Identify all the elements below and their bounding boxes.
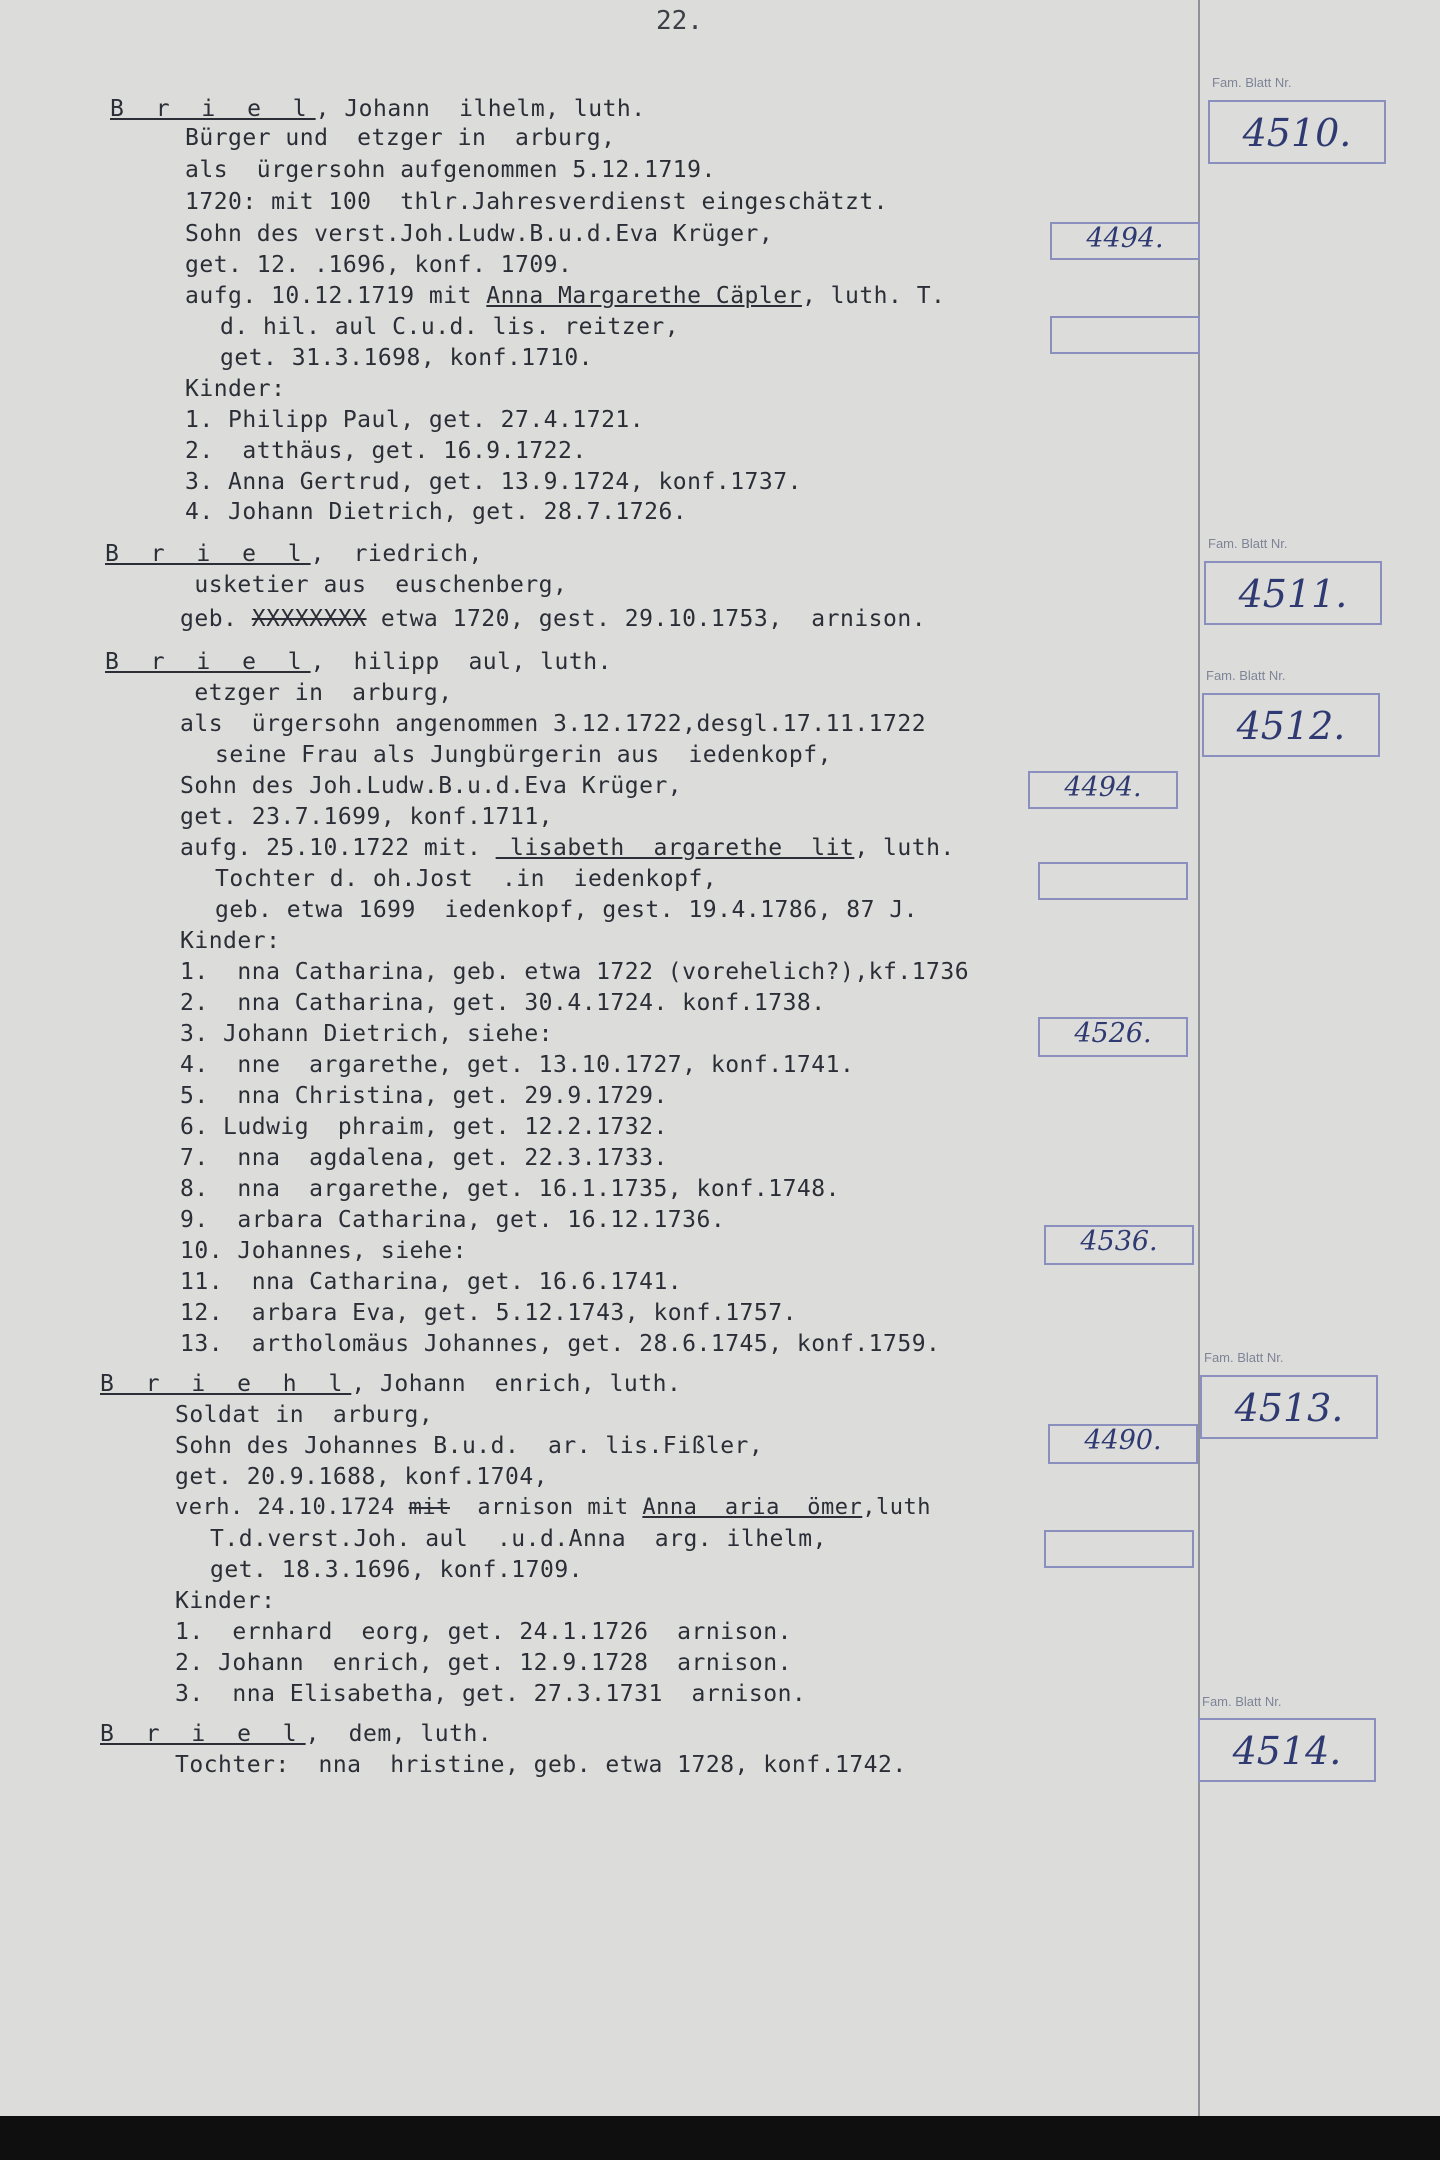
struck-text: XXXXXXXX	[251, 606, 367, 632]
fam-blatt-label: Fam. Blatt Nr.	[1206, 668, 1286, 683]
entry-line: aufg. 10.12.1719 mit Anna Margarethe Cäpler, luth. T.	[185, 283, 946, 309]
struck-text: mit	[408, 1495, 450, 1520]
fam-blatt-box: 4513.	[1200, 1375, 1378, 1439]
entry-line: Kinder:	[175, 1588, 276, 1614]
child-line: 7. nna agdalena, get. 22.3.1733.	[180, 1145, 668, 1171]
entry-line: Soldat in arburg,	[175, 1402, 434, 1428]
heading-text: , Johann ilhelm, luth.	[315, 96, 646, 122]
fam-blatt-label: Fam. Blatt Nr.	[1208, 536, 1288, 551]
reference-box: 4536.	[1044, 1225, 1194, 1265]
child-line: 1. nna Catharina, geb. etwa 1722 (vorehelich?),kf.1736	[180, 959, 970, 985]
fam-blatt-label: Fam. Blatt Nr.	[1204, 1350, 1284, 1365]
entry-heading: B r i e l, dem, luth.	[100, 1721, 493, 1747]
entry-line: get. 12. .1696, konf. 1709.	[185, 252, 573, 278]
reference-box: 4494.	[1050, 222, 1200, 260]
fam-blatt-box: 4510.	[1208, 100, 1386, 164]
entry-line: geb. etwa 1699 iedenkopf, gest. 19.4.1786, 87 J.	[215, 897, 919, 923]
entry-line: Sohn des verst.Joh.Ludw.B.u.d.Eva Krüger,	[185, 221, 774, 247]
child-line: 3. Anna Gertrud, get. 13.9.1724, konf.1737.	[185, 469, 802, 495]
child-line: 4. Johann Dietrich, get. 28.7.1726.	[185, 499, 688, 525]
surname: B r i e l	[105, 541, 311, 567]
entry-line: Tochter d. oh.Jost .in iedenkopf,	[215, 866, 718, 892]
reference-box	[1038, 862, 1188, 900]
fam-blatt-label: Fam. Blatt Nr.	[1202, 1694, 1282, 1709]
entry-line: Kinder:	[185, 376, 286, 402]
child-line: 10. Johannes, siehe:	[180, 1238, 467, 1264]
fam-blatt-box: 4514.	[1198, 1718, 1376, 1782]
fam-blatt-box: 4512.	[1202, 693, 1380, 757]
reference-box: 4490.	[1048, 1424, 1198, 1464]
entry-line: get. 18.3.1696, konf.1709.	[210, 1557, 584, 1583]
child-line: 1. ernhard eorg, get. 24.1.1726 arnison.	[175, 1619, 792, 1645]
surname: B r i e l	[110, 96, 316, 122]
entry-line: get. 23.7.1699, konf.1711,	[180, 804, 554, 830]
entry-line: get. 20.9.1688, konf.1704,	[175, 1464, 549, 1490]
page-number: 22.	[656, 6, 703, 36]
reference-box: 4494.	[1028, 771, 1178, 809]
child-line: 3. nna Elisabetha, get. 27.3.1731 arnison.	[175, 1681, 807, 1707]
reference-box: 4526.	[1038, 1017, 1188, 1057]
entry-line: d. hil. aul C.u.d. lis. reitzer,	[220, 314, 680, 340]
child-line: 4. nne argarethe, get. 13.10.1727, konf.1741.	[180, 1052, 855, 1078]
surname: B r i e l	[105, 649, 311, 675]
child-line: 11. nna Catharina, get. 16.6.1741.	[180, 1269, 683, 1295]
entry-line: usketier aus euschenberg,	[180, 572, 568, 598]
child-line: 2. atthäus, get. 16.9.1722.	[185, 438, 587, 464]
entry-line: etzger in arburg,	[180, 680, 453, 706]
entry-line: T.d.verst.Joh. aul .u.d.Anna arg. ilhelm,	[210, 1526, 827, 1552]
entry-heading: B r i e h l, Johann enrich, luth.	[100, 1371, 682, 1397]
entry-line: verh. 24.10.1724 mit arnison mit Anna aria ömer,luth	[175, 1495, 932, 1520]
spouse-name: Anna aria ömer	[642, 1495, 863, 1520]
child-line: 3. Johann Dietrich, siehe:	[180, 1021, 554, 1047]
child-line: 2. Johann enrich, get. 12.9.1728 arnison.	[175, 1650, 792, 1676]
child-line: 12. arbara Eva, get. 5.12.1743, konf.1757.	[180, 1300, 797, 1326]
child-line: 6. Ludwig phraim, get. 12.2.1732.	[180, 1114, 668, 1140]
entry-line: 1720: mit 100 thlr.Jahresverdienst eingeschätzt.	[185, 189, 889, 215]
spouse-name: Anna Margarethe Cäpler	[486, 283, 802, 309]
child-line: 8. nna argarethe, get. 16.1.1735, konf.1748.	[180, 1176, 840, 1202]
spouse-name: lisabeth argarethe lit	[495, 835, 855, 861]
child-line: 5. nna Christina, get. 29.9.1729.	[180, 1083, 668, 1109]
child-line: 9. arbara Catharina, get. 16.12.1736.	[180, 1207, 726, 1233]
surname: B r i e l	[100, 1721, 306, 1747]
entry-line: als ürgersohn aufgenommen 5.12.1719.	[185, 157, 716, 183]
entry-line: Kinder:	[180, 928, 281, 954]
entry-line: Tochter: nna hristine, geb. etwa 1728, konf.1742.	[175, 1752, 907, 1778]
fam-blatt-label: Fam. Blatt Nr.	[1212, 75, 1292, 90]
scan-bottom-edge	[0, 2116, 1440, 2160]
surname: B r i e h l	[100, 1371, 352, 1397]
entry-line: als ürgersohn angenommen 3.12.1722,desgl.17.11.1722	[180, 711, 927, 737]
entry-line: aufg. 25.10.1722 mit. lisabeth argarethe lit, luth.	[180, 835, 955, 861]
entry-heading	[110, 97, 646, 121]
child-line: 1. Philipp Paul, get. 27.4.1721.	[185, 407, 645, 433]
entry-heading: B r i e l, hilipp aul, luth.	[105, 649, 612, 675]
child-line: 13. artholomäus Johannes, get. 28.6.1745, konf.1759.	[180, 1331, 941, 1357]
reference-box	[1044, 1530, 1194, 1568]
entry-line: Sohn des Johannes B.u.d. ar. lis.Fißler,	[175, 1433, 764, 1459]
entry-line: Bürger und etzger in arburg,	[185, 125, 616, 151]
entry-line: geb. XXXXXXXX etwa 1720, gest. 29.10.1753, arnison.	[180, 606, 927, 632]
fam-blatt-box: 4511.	[1204, 561, 1382, 625]
entry-line: seine Frau als Jungbürgerin aus iedenkopf,	[215, 742, 832, 768]
entry-heading: B r i e l, riedrich,	[105, 541, 483, 567]
reference-box	[1050, 316, 1200, 354]
child-line: 2. nna Catharina, get. 30.4.1724. konf.1738.	[180, 990, 826, 1016]
entry-line: Sohn des Joh.Ludw.B.u.d.Eva Krüger,	[180, 773, 683, 799]
entry-line: get. 31.3.1698, konf.1710.	[220, 345, 594, 371]
